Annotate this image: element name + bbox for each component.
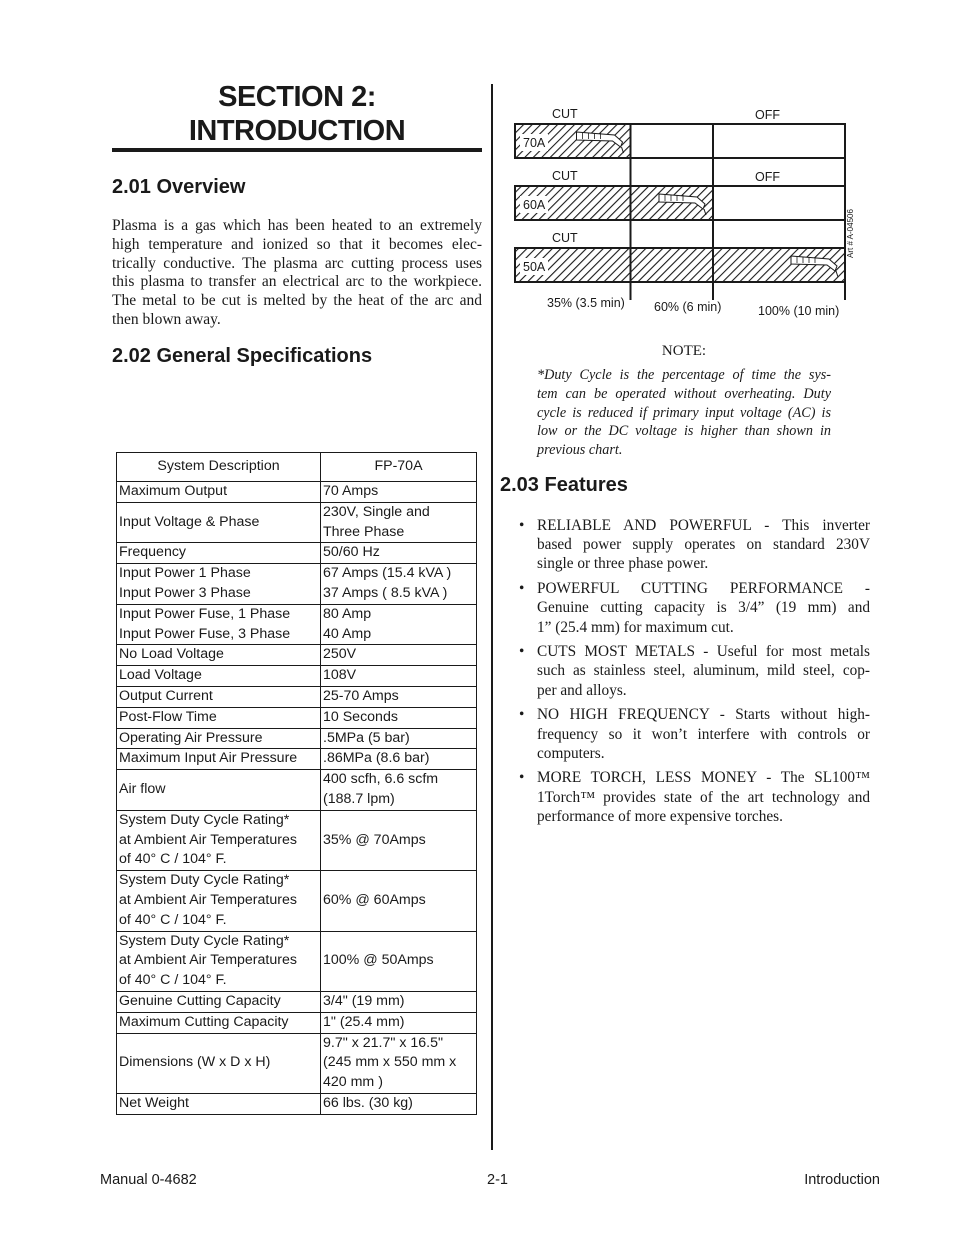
note-line: previous chart. (537, 442, 623, 459)
spec-label-cell (117, 810, 321, 870)
specifications-row (117, 645, 477, 666)
feature-item (517, 768, 870, 826)
duty-cycle-chart (505, 100, 860, 332)
feature-line: RELIABLE AND POWERFUL - This inverter (537, 517, 870, 534)
spec-value-line: 420 mm ) (323, 1074, 383, 1091)
note-line: tem can be operated without overheating. Duty (537, 385, 831, 402)
duty-axis-label: 60% (6 min) (654, 300, 722, 314)
current-label: 70A (523, 136, 546, 150)
cut-label: CUT (552, 231, 578, 245)
specifications-row (117, 686, 477, 707)
specifications-row (117, 1033, 477, 1093)
spec-label-line: Post-Flow Time (119, 708, 217, 725)
spec-value-cell (321, 666, 477, 687)
spec-label-cell (117, 564, 321, 605)
feature-line: Genuine cutting capacity is 3/4” (19 mm) and (537, 599, 870, 617)
spec-value-cell (321, 564, 477, 605)
spec-label-line: Maximum Cutting Capacity (119, 1013, 289, 1030)
spec-value-cell (321, 810, 477, 870)
feature-line: 1” (25.4 mm) for maximum cut. (537, 618, 734, 636)
overview-line: trically conductive. The plasma arc cutting process uses (112, 254, 482, 272)
specifications-row (117, 707, 477, 728)
feature-line: 1Torch™ provides state of the art technology and (537, 788, 870, 806)
spec-value-line: 100% @ 50Amps (323, 952, 434, 969)
bullet-icon: • (519, 643, 525, 661)
bullet-icon: • (519, 517, 525, 534)
feature-line: NO HIGH FREQUENCY - Starts without high- (537, 706, 870, 724)
spec-label-cell (117, 666, 321, 687)
overview-paragraph (112, 217, 482, 330)
spec-label-cell (117, 749, 321, 770)
spec-value-line: 230V, Single and (323, 503, 430, 520)
title-rule (112, 148, 482, 152)
current-label: 50A (523, 260, 546, 274)
spec-value-cell (321, 543, 477, 564)
spec-label-line: Maximum Input Air Pressure (119, 750, 298, 767)
features-list (517, 516, 870, 832)
spec-label-line: System Duty Cycle Rating* (119, 872, 290, 889)
spec-value-line: 66 lbs. (30 kg) (323, 1094, 413, 1111)
feature-line: performance of more expensive torches. (537, 807, 783, 825)
spec-value-line: 60% @ 60Amps (323, 891, 426, 908)
specifications-heading: 2.02 General Specifications (112, 345, 373, 367)
spec-label-cell (117, 728, 321, 749)
feature-line: based power supply operates on standard 230V (537, 536, 870, 554)
note-line: cycle is reduced if primary input voltage (AC) is (537, 404, 831, 421)
section-title-line2: INTRODUCTION (188, 115, 406, 147)
spec-value-line: 10 Seconds (323, 708, 398, 725)
features-heading: 2.03 Features (500, 474, 628, 496)
spec-label-cell (117, 1033, 321, 1093)
off-label: OFF (755, 108, 780, 122)
feature-line: single or three phase power. (537, 555, 709, 573)
spec-value-line: 400 scfh, 6.6 scfm (323, 771, 439, 788)
specifications-row (117, 991, 477, 1012)
bullet-icon: • (519, 580, 525, 598)
spec-label-cell (117, 543, 321, 564)
feature-line: MORE TORCH, LESS MONEY - The SL100™ (537, 769, 870, 787)
header-model-cell: FP-70A (321, 453, 477, 482)
art-number-label: Art # A-04506 (846, 209, 855, 258)
column-divider (491, 84, 493, 1150)
spec-label-line: Operating Air Pressure (119, 729, 263, 746)
specifications-row (117, 1012, 477, 1033)
spec-value-line: Three Phase (323, 523, 405, 540)
spec-label-line: Input Voltage & Phase (119, 513, 260, 530)
spec-value-cell (321, 502, 477, 543)
spec-value-cell (321, 770, 477, 811)
spec-label-line: Genuine Cutting Capacity (119, 992, 281, 1009)
spec-label-cell (117, 645, 321, 666)
note-title: NOTE: (661, 343, 707, 359)
spec-label-cell (117, 991, 321, 1012)
feature-line: per and alloys. (537, 681, 627, 699)
spec-label-cell (117, 931, 321, 991)
specifications-row (117, 564, 477, 605)
spec-value-line: 70 Amps (323, 483, 379, 499)
feature-line: such as stainless steel, aluminum, mild steel, cop- (537, 662, 870, 680)
header-description-cell: System Description (117, 453, 321, 482)
spec-label-cell (117, 1093, 321, 1114)
current-label: 60A (523, 198, 546, 212)
overview-line: Plasma is a gas which has been heated to an extremely (112, 217, 482, 234)
spec-label-cell (117, 770, 321, 811)
feature-line: POWERFUL CUTTING PERFORMANCE - (537, 580, 870, 598)
feature-item (517, 705, 870, 763)
overview-line: then blown away. (112, 310, 221, 328)
cut-bar (515, 248, 845, 282)
spec-label-line: Dimensions (W x D x H) (119, 1054, 271, 1071)
off-label: OFF (755, 170, 780, 184)
specifications-row (117, 770, 477, 811)
spec-value-line: (245 mm x 550 mm x (323, 1054, 457, 1071)
specifications-row (117, 931, 477, 991)
spec-value-line: 1" (25.4 mm) (323, 1013, 405, 1030)
feature-item (517, 516, 870, 574)
spec-label-cell (117, 502, 321, 543)
spec-value-line: 3/4" (19 mm) (323, 992, 405, 1009)
spec-value-cell (321, 1093, 477, 1114)
note-line: low or the DC voltage is higher than shown in (537, 423, 831, 440)
spec-value-line: 108V (323, 667, 357, 684)
spec-label-line: Input Power Fuse, 3 Phase (119, 625, 291, 642)
overview-line: this plasma to transfer an electrical arc to the workpiece. (112, 273, 482, 291)
spec-label-line: System Duty Cycle Rating* (119, 932, 290, 949)
spec-value-cell (321, 1033, 477, 1093)
spec-label-line: at Ambient Air Temperatures (119, 952, 297, 969)
specifications-row (117, 728, 477, 749)
cut-label: CUT (552, 169, 578, 183)
feature-item (517, 642, 870, 700)
specifications-row (117, 810, 477, 870)
spec-label-line: of 40° C / 104° F. (119, 972, 227, 989)
spec-value-line: 67 Amps (15.4 kVA ) (323, 565, 452, 582)
footer-manual-number: Manual 0-4682 (100, 1172, 197, 1188)
spec-value-line: .5MPa (5 bar) (323, 729, 410, 746)
spec-label-line: of 40° C / 104° F. (119, 851, 227, 868)
spec-value-cell (321, 686, 477, 707)
spec-value-cell (321, 645, 477, 666)
note-text (537, 366, 831, 460)
spec-label-line: Input Power 3 Phase (119, 584, 251, 601)
bullet-icon: • (519, 769, 525, 787)
specifications-row (117, 543, 477, 564)
spec-value-line: 35% @ 70Amps (323, 831, 426, 848)
specifications-table (116, 452, 477, 1115)
specifications-row (117, 502, 477, 543)
spec-label-line: Air flow (119, 781, 166, 798)
spec-value-cell (321, 728, 477, 749)
section-title (112, 80, 482, 148)
feature-line: frequency so it won’t interfere with controls or (537, 725, 870, 743)
specifications-row (117, 749, 477, 770)
spec-label-line: Output Current (119, 687, 213, 704)
spec-value-cell (321, 1012, 477, 1033)
feature-item (517, 579, 870, 637)
spec-value-line: (188.7 lpm) (323, 790, 395, 807)
duty-axis-label: 100% (10 min) (758, 304, 840, 318)
spec-label-cell (117, 707, 321, 728)
spec-value-cell (321, 604, 477, 645)
note-line: *Duty Cycle is the percentage of time the sys- (537, 367, 831, 383)
spec-label-line: of 40° C / 104° F. (119, 911, 227, 928)
off-bar (631, 124, 846, 158)
spec-value-cell (321, 749, 477, 770)
specifications-row (117, 1093, 477, 1114)
spec-value-cell (321, 482, 477, 503)
spec-label-line: Load Voltage (119, 667, 202, 684)
spec-label-line: at Ambient Air Temperatures (119, 891, 297, 908)
spec-value-line: 50/60 Hz (323, 544, 380, 561)
spec-label-cell (117, 604, 321, 645)
spec-value-line: 37 Amps ( 8.5 kVA ) (323, 584, 448, 601)
spec-label-cell (117, 1012, 321, 1033)
duty-axis-label: 35% (3.5 min) (547, 296, 625, 310)
specifications-row (117, 666, 477, 687)
specifications-header-row (117, 453, 477, 482)
specifications-row (117, 604, 477, 645)
footer-section-name: Introduction (804, 1172, 880, 1188)
overview-line: The metal to be cut is melted by the heat of the arc and (112, 292, 482, 310)
spec-value-cell (321, 871, 477, 931)
bullet-icon: • (519, 706, 525, 724)
feature-line: computers. (537, 744, 605, 762)
spec-label-line: No Load Voltage (119, 646, 224, 663)
section-title-line1: SECTION 2: (218, 81, 376, 113)
spec-value-cell (321, 707, 477, 728)
spec-value-line: 25-70 Amps (323, 687, 399, 704)
spec-label-cell (117, 482, 321, 503)
spec-label-line: Maximum Output (119, 483, 228, 499)
spec-label-line: Net Weight (119, 1094, 189, 1111)
spec-label-cell (117, 871, 321, 931)
spec-value-line: 9.7" x 21.7" x 16.5" (323, 1034, 444, 1051)
cut-label: CUT (552, 107, 578, 121)
spec-value-line: 40 Amp (323, 625, 372, 642)
spec-value-cell (321, 931, 477, 991)
overview-heading: 2.01 Overview (112, 176, 246, 198)
spec-label-line: Frequency (119, 544, 187, 561)
spec-label-line: Input Power Fuse, 1 Phase (119, 605, 291, 622)
spec-value-line: 250V (323, 646, 357, 663)
feature-line: CUTS MOST METALS - Useful for most metals (537, 643, 870, 661)
spec-label-line: Input Power 1 Phase (119, 565, 251, 582)
overview-line: high temperature and ionized so that it becomes elec- (112, 235, 482, 253)
spec-label-line: at Ambient Air Temperatures (119, 831, 297, 848)
specifications-row (117, 871, 477, 931)
spec-value-line: 80 Amp (323, 605, 372, 622)
spec-label-cell (117, 686, 321, 707)
specifications-row (117, 482, 477, 503)
spec-value-line: .86MPa (8.6 bar) (323, 750, 430, 767)
off-bar (713, 186, 845, 220)
footer-page-number: 2-1 (487, 1172, 508, 1188)
spec-value-cell (321, 991, 477, 1012)
spec-label-line: System Duty Cycle Rating* (119, 811, 290, 828)
